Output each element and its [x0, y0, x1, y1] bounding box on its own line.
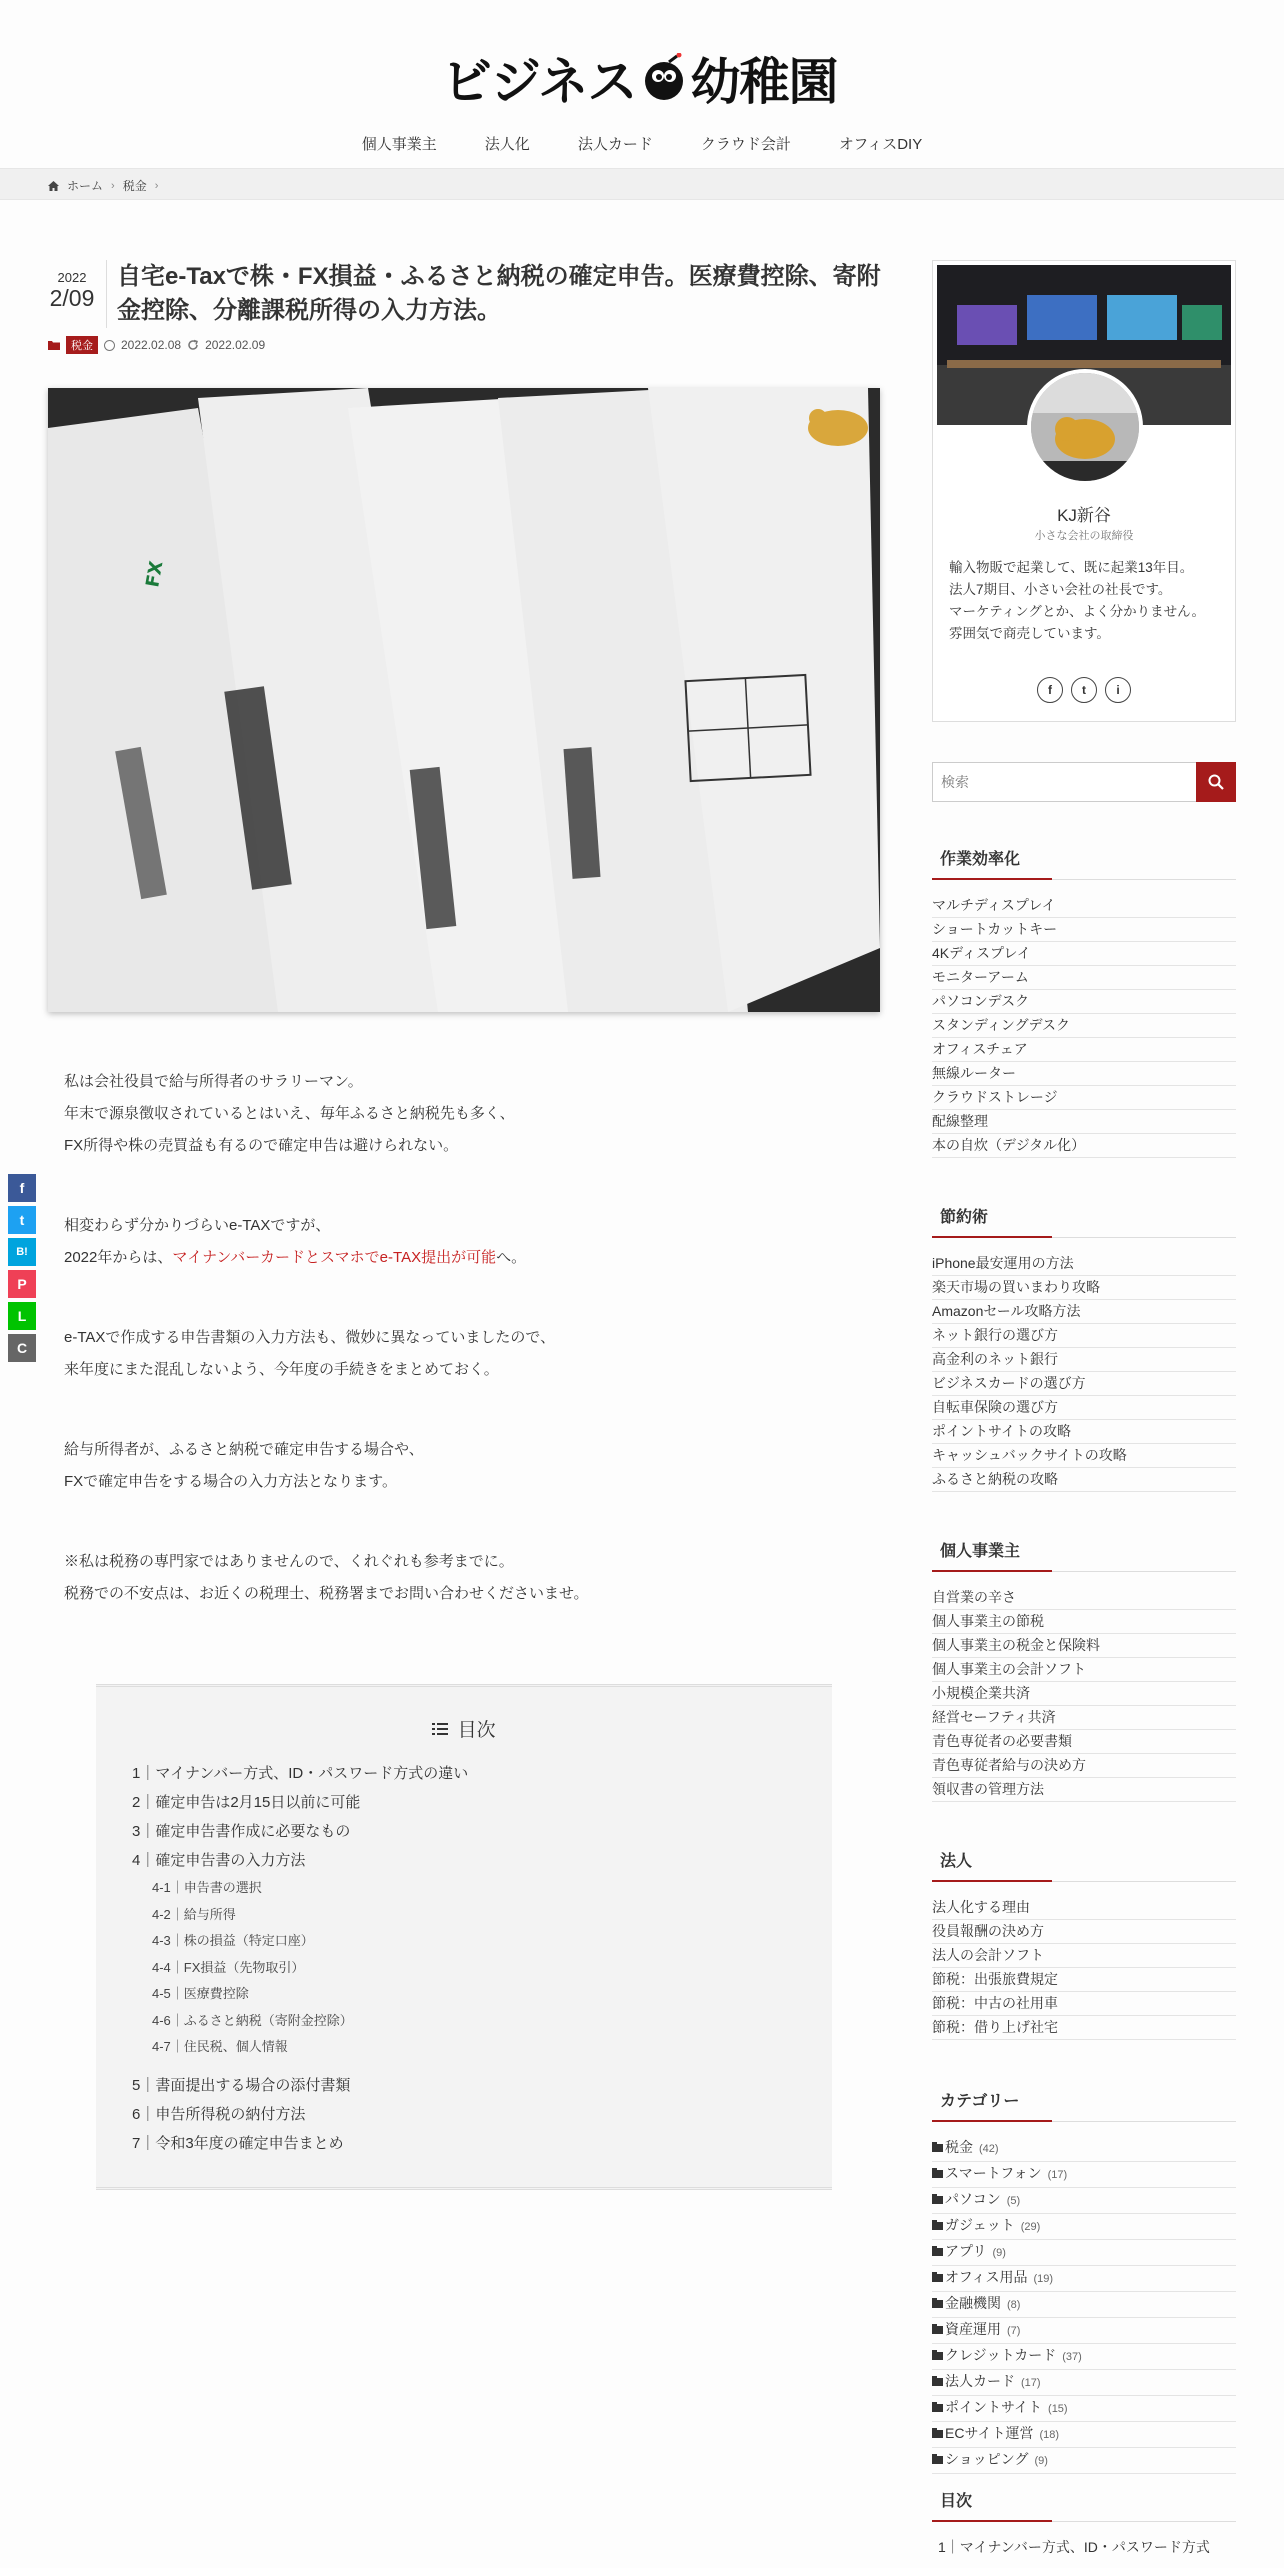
text-line: 年末で源泉徴収されているとはいえ、毎年ふるさと納税先も多く、 — [64, 1105, 515, 1122]
toc-list — [132, 1759, 812, 2158]
category-count: (7) — [1007, 2325, 1021, 2337]
category-count: (18) — [1039, 2429, 1060, 2441]
category-count: (5) — [1006, 2195, 1021, 2207]
category-count: (17) — [1021, 2377, 1041, 2389]
category-name: ガジェット — [945, 2217, 1015, 2233]
widget-link[interactable]: 青色専従者給与の決め方 — [932, 1754, 1236, 1778]
toc-sub-item[interactable]: 4-2｜給与所得 — [152, 1906, 236, 1922]
widget-list — [932, 1896, 1236, 2040]
widget-categories — [932, 2088, 1236, 2474]
category-count: (15) — [1048, 2403, 1068, 2415]
twitter-share-button[interactable]: t — [8, 1206, 36, 1234]
category-name: ショッピング — [945, 2451, 1029, 2467]
widget-link[interactable]: 節税：借り上げ社宅 — [932, 2016, 1236, 2040]
paragraph-5 — [64, 1546, 864, 1610]
category-count: (19) — [1033, 2273, 1054, 2285]
home-icon — [48, 181, 59, 191]
folder-icon — [932, 2222, 943, 2230]
category-count: (37) — [1062, 2351, 1082, 2363]
widget-link[interactable]: 青色専従者の必要書類 — [932, 1730, 1236, 1754]
widget-corporation — [932, 1848, 1236, 2040]
widget-link[interactable]: 経営セーフティ共済 — [932, 1706, 1236, 1730]
toc-item[interactable]: 3｜確定申告書作成に必要なもの — [132, 1823, 351, 1840]
folder-icon — [932, 2248, 943, 2256]
logo-text-left: ビジネス — [442, 53, 637, 111]
twitter-icon[interactable]: t — [1071, 677, 1097, 703]
nav-item-corporate-card[interactable]: 法人カード — [577, 136, 653, 153]
widget-title: カテゴリー — [932, 2088, 1236, 2122]
facebook-icon[interactable]: f — [1037, 677, 1063, 703]
widget-link[interactable]: ネット銀行の選び方 — [932, 1324, 1236, 1348]
chevron-right-icon: › — [111, 179, 115, 192]
toc-item[interactable]: 5｜書面提出する場合の添付書類 — [132, 2076, 351, 2094]
site-header — [0, 0, 1284, 170]
search-icon — [1208, 774, 1224, 790]
profile-social-links — [933, 677, 1235, 703]
text-line: ※私は税務の専門家ではありませんので、くれぐれも参考までに。 — [64, 1553, 514, 1570]
paragraph-2 — [64, 1210, 864, 1274]
text-line: 相変わらず分かりづらいe-TAXですが、 — [64, 1217, 331, 1234]
category-name: パソコン — [945, 2191, 1001, 2207]
category-name: 税金 — [945, 2139, 973, 2155]
text-line: 来年度にまた混乱しないよう、今年度の手続きをまとめておく。 — [64, 1361, 499, 1378]
profile-desc-line: 法人7期目、小さい会社の社長です。 — [949, 582, 1172, 597]
bomb-icon — [639, 53, 689, 103]
copy-link-button[interactable]: C — [8, 1334, 36, 1362]
category-name: ECサイト運営 — [945, 2425, 1034, 2441]
widget-list — [932, 1586, 1236, 1802]
category-count: (9) — [1034, 2455, 1048, 2467]
profile-description — [949, 557, 1225, 645]
post-date — [48, 270, 96, 311]
widget-link[interactable]: 役員報酬の決め方 — [932, 1920, 1236, 1944]
text-line: 税務での不安点は、お近くの税理士、税務署までお問い合わせくださいませ。 — [64, 1585, 589, 1602]
article-body — [64, 1066, 864, 1658]
facebook-share-button[interactable]: f — [8, 1174, 36, 1202]
widget-link[interactable]: 個人事業主の税金と保険料 — [932, 1634, 1236, 1658]
hero-image — [48, 388, 880, 1012]
nav-item-incorporation[interactable]: 法人化 — [484, 136, 530, 153]
category-name: クレジットカード — [945, 2347, 1057, 2363]
folder-icon — [932, 2404, 943, 2412]
published-date: 2022.02.08 — [121, 338, 182, 352]
table-of-contents — [96, 1684, 832, 2190]
widget-link[interactable]: パソコンデスク — [932, 990, 1236, 1014]
nav-item-sole-proprietor[interactable]: 個人事業主 — [361, 136, 437, 153]
category-list — [932, 2136, 1236, 2474]
global-nav — [0, 130, 1284, 160]
toc-title — [96, 1715, 832, 1742]
post-date-month-day: 2/09 — [49, 285, 95, 311]
widget-link[interactable]: 4Kディスプレイ — [932, 942, 1236, 966]
refresh-icon — [187, 339, 199, 351]
widget-link[interactable]: 節税：出張旅費規定 — [932, 1968, 1236, 1992]
logo-text-right: 幼稚園 — [690, 53, 838, 111]
instagram-icon[interactable]: i — [1105, 677, 1131, 703]
category-item[interactable] — [932, 2370, 1236, 2396]
folder-icon — [932, 2274, 943, 2282]
category-count: (17) — [1047, 2169, 1068, 2181]
toc-sub-item[interactable]: 4-5｜医療費控除 — [152, 1986, 249, 2001]
category-count: (42) — [979, 2143, 999, 2155]
breadcrumb — [48, 177, 158, 194]
widget-link[interactable]: 自転車保険の選び方 — [932, 1396, 1236, 1420]
breadcrumb-category[interactable]: 税金 — [122, 179, 147, 193]
breadcrumb-home[interactable]: ホーム — [67, 179, 104, 193]
profile-card — [932, 260, 1236, 722]
category-item[interactable] — [932, 2136, 1236, 2162]
widget-link[interactable]: クラウドストレージ — [932, 1086, 1236, 1110]
widget-title: 節約術 — [932, 1204, 1236, 1238]
toc-sub-item[interactable]: 4-1｜申告書の選択 — [152, 1880, 262, 1895]
breadcrumb-bar — [0, 168, 1284, 200]
category-item[interactable] — [932, 2188, 1236, 2214]
widget-list — [932, 894, 1236, 1158]
category-count: (8) — [1007, 2299, 1021, 2311]
category-item[interactable] — [932, 2162, 1236, 2188]
widget-link[interactable]: 楽天市場の買いまわり攻略 — [932, 1276, 1236, 1300]
folder-icon — [932, 2326, 943, 2334]
widget-title: 個人事業主 — [932, 1538, 1236, 1572]
widget-link[interactable]: 節税：中古の社用車 — [932, 1992, 1236, 2016]
profile-role: 小さな会社の取締役 — [1034, 530, 1134, 542]
toc-sub-item[interactable]: 4-6｜ふるさと納税（寄附金控除） — [152, 2012, 353, 2028]
widget-link[interactable]: 高金利のネット銀行 — [932, 1348, 1236, 1372]
folder-icon — [932, 2170, 943, 2178]
tax-documents-photo — [48, 388, 880, 1012]
text-line: へ。 — [496, 1249, 527, 1266]
toc-sub-item[interactable]: 4-3｜株の損益（特定口座） — [152, 1933, 314, 1948]
category-name: 金融機関 — [945, 2295, 1001, 2311]
profile-desc-line: マーケティングとか、よく分かりません。 — [949, 604, 1205, 619]
text-line: FX所得や株の売買益も有るので確定申告は避けられない。 — [64, 1137, 459, 1154]
widget-saving-tips — [932, 1204, 1236, 1492]
category-count: (29) — [1020, 2221, 1041, 2233]
avatar[interactable] — [1027, 369, 1143, 485]
widget-sole-proprietor — [932, 1538, 1236, 1802]
category-item[interactable] — [932, 2266, 1236, 2292]
widget-link[interactable]: ふるさと納税の攻略 — [932, 1468, 1236, 1492]
mynumber-etax-link[interactable]: マイナンバーカードとスマホでe-TAX提出が可能 — [172, 1249, 497, 1266]
nav-item-office-diy[interactable]: オフィスDIY — [838, 136, 923, 153]
widget-title: 法人 — [932, 1848, 1236, 1882]
widget-link[interactable]: 法人の会計ソフト — [932, 1944, 1236, 1968]
text-line: 2022年からは、 — [64, 1249, 173, 1266]
text-line: 給与所得者が、ふるさと納税で確定申告する場合や、 — [64, 1441, 424, 1458]
category-item[interactable] — [932, 2318, 1236, 2344]
category-item[interactable] — [932, 2214, 1236, 2240]
line-share-button[interactable]: L — [8, 1302, 36, 1330]
chevron-right-icon: › — [154, 179, 159, 192]
widget-link[interactable]: 個人事業主の節税 — [932, 1610, 1236, 1634]
widget-link[interactable]: Amazonセール攻略方法 — [932, 1300, 1236, 1324]
toc-sub-item[interactable]: 4-4｜FX損益（先物取引） — [152, 1959, 305, 1975]
toc-item[interactable]: 1｜マイナンバー方式、ID・パスワード方式の違い — [132, 1765, 469, 1782]
toc-item[interactable]: 6｜申告所得税の納付方法 — [132, 2105, 306, 2123]
category-item[interactable] — [932, 2344, 1236, 2370]
widget-link[interactable]: 小規模企業共済 — [932, 1682, 1236, 1706]
category-item[interactable] — [932, 2396, 1236, 2422]
profile-name: KJ新谷 — [1057, 506, 1111, 525]
category-name: オフィス用品 — [945, 2269, 1028, 2285]
toc-sub-item[interactable]: 4-7｜住民税、個人情報 — [152, 2039, 288, 2054]
site-logo[interactable] — [442, 40, 842, 116]
hatena-share-button[interactable]: B! — [8, 1238, 36, 1266]
widget-link[interactable]: キャッシュバックサイトの攻略 — [932, 1444, 1236, 1468]
folder-icon — [932, 2352, 943, 2360]
widget-title: 目次 — [932, 2488, 1236, 2522]
paragraph-3 — [64, 1322, 864, 1386]
widget-sidebar-toc — [932, 2488, 1236, 2558]
widget-link[interactable]: オフィスチェア — [932, 1038, 1236, 1062]
widget-link[interactable]: スタンディングデスク — [932, 1014, 1236, 1038]
post-date-year: 2022 — [57, 270, 87, 285]
search-input[interactable] — [933, 763, 1197, 801]
category-name: ポイントサイト — [945, 2399, 1043, 2415]
category-badge[interactable]: 税金 — [66, 336, 98, 354]
post-meta — [48, 336, 265, 354]
widget-link[interactable]: 法人化する理由 — [932, 1896, 1236, 1920]
category-count: (9) — [992, 2247, 1006, 2259]
category-name: 資産運用 — [945, 2321, 1001, 2337]
text-line: FXで確定申告をする場合の入力方法となります。 — [64, 1473, 397, 1490]
folder-icon — [932, 2378, 943, 2386]
toc-title-text: 目次 — [457, 1720, 496, 1741]
category-name: アプリ — [945, 2243, 987, 2259]
toc-spacer — [132, 2061, 812, 2071]
pocket-share-button[interactable]: P — [8, 1270, 36, 1298]
widget-link[interactable]: iPhone最安運用の方法 — [932, 1252, 1236, 1276]
widget-link[interactable]: ショートカットキー — [932, 918, 1236, 942]
folder-icon — [48, 340, 60, 350]
widget-link[interactable]: 無線ルーター — [932, 1062, 1236, 1086]
category-name: 法人カード — [945, 2373, 1015, 2389]
folder-icon — [932, 2430, 943, 2438]
category-name: スマートフォン — [945, 2165, 1042, 2181]
category-item[interactable] — [932, 2422, 1236, 2448]
widget-link[interactable]: 本の自炊（デジタル化） — [932, 1134, 1236, 1158]
search-button[interactable] — [1196, 762, 1236, 802]
updated-date: 2022.02.09 — [205, 338, 266, 352]
category-item[interactable] — [932, 2240, 1236, 2266]
nav-item-cloud-accounting[interactable]: クラウド会計 — [700, 136, 791, 153]
toc-item[interactable]: 7｜令和3年度の確定申告まとめ — [132, 2134, 344, 2152]
widget-work-efficiency — [932, 846, 1236, 1158]
widget-link[interactable]: 配線整理 — [932, 1110, 1236, 1134]
clock-icon — [104, 340, 115, 351]
widget-link[interactable]: マルチディスプレイ — [932, 894, 1236, 918]
folder-icon — [932, 2144, 943, 2152]
toc-item[interactable]: 2｜確定申告は2月15日以前に可能 — [132, 1794, 361, 1811]
folder-icon — [932, 2300, 943, 2308]
category-item[interactable] — [932, 2292, 1236, 2318]
folder-icon — [932, 2456, 943, 2464]
sidebar-toc-item[interactable]: 1｜マイナンバー方式、ID・パスワード方式 — [938, 2539, 1210, 2555]
folder-icon — [932, 2196, 943, 2204]
list-icon — [432, 1720, 448, 1742]
text-line: e-TAXで作成する申告書類の入力方法も、微妙に異なっていましたので、 — [64, 1329, 556, 1346]
svg-text:FX: FX — [142, 559, 168, 589]
paragraph-1 — [64, 1066, 864, 1162]
search-box — [932, 762, 1236, 802]
profile-desc-line: 雰囲気で商売しています。 — [949, 626, 1110, 641]
widget-link[interactable]: ポイントサイトの攻略 — [932, 1420, 1236, 1444]
widget-link[interactable]: ビジネスカードの選び方 — [932, 1372, 1236, 1396]
widget-link[interactable]: モニターアーム — [932, 966, 1236, 990]
widget-title: 作業効率化 — [932, 846, 1236, 880]
post-title: 自宅e-Taxで株・FX損益・ふるさと納税の確定申告。医療費控除、寄附金控除、分離課税所得の入力方法。 — [106, 260, 886, 328]
category-item[interactable] — [932, 2448, 1236, 2474]
widget-link[interactable]: 自営業の辛さ — [932, 1586, 1236, 1610]
widget-list — [932, 1252, 1236, 1492]
share-buttons — [8, 1174, 36, 1366]
profile-desc-line: 輸入物販で起業して、既に起業13年目。 — [949, 560, 1194, 575]
toc-item[interactable]: 4｜確定申告書の入力方法 — [132, 1852, 306, 1869]
text-line: 私は会社役員で給与所得者のサラリーマン。 — [64, 1073, 363, 1090]
widget-link[interactable]: 個人事業主の会計ソフト — [932, 1658, 1236, 1682]
paragraph-4 — [64, 1434, 864, 1498]
widget-link[interactable]: 領収書の管理方法 — [932, 1778, 1236, 1802]
